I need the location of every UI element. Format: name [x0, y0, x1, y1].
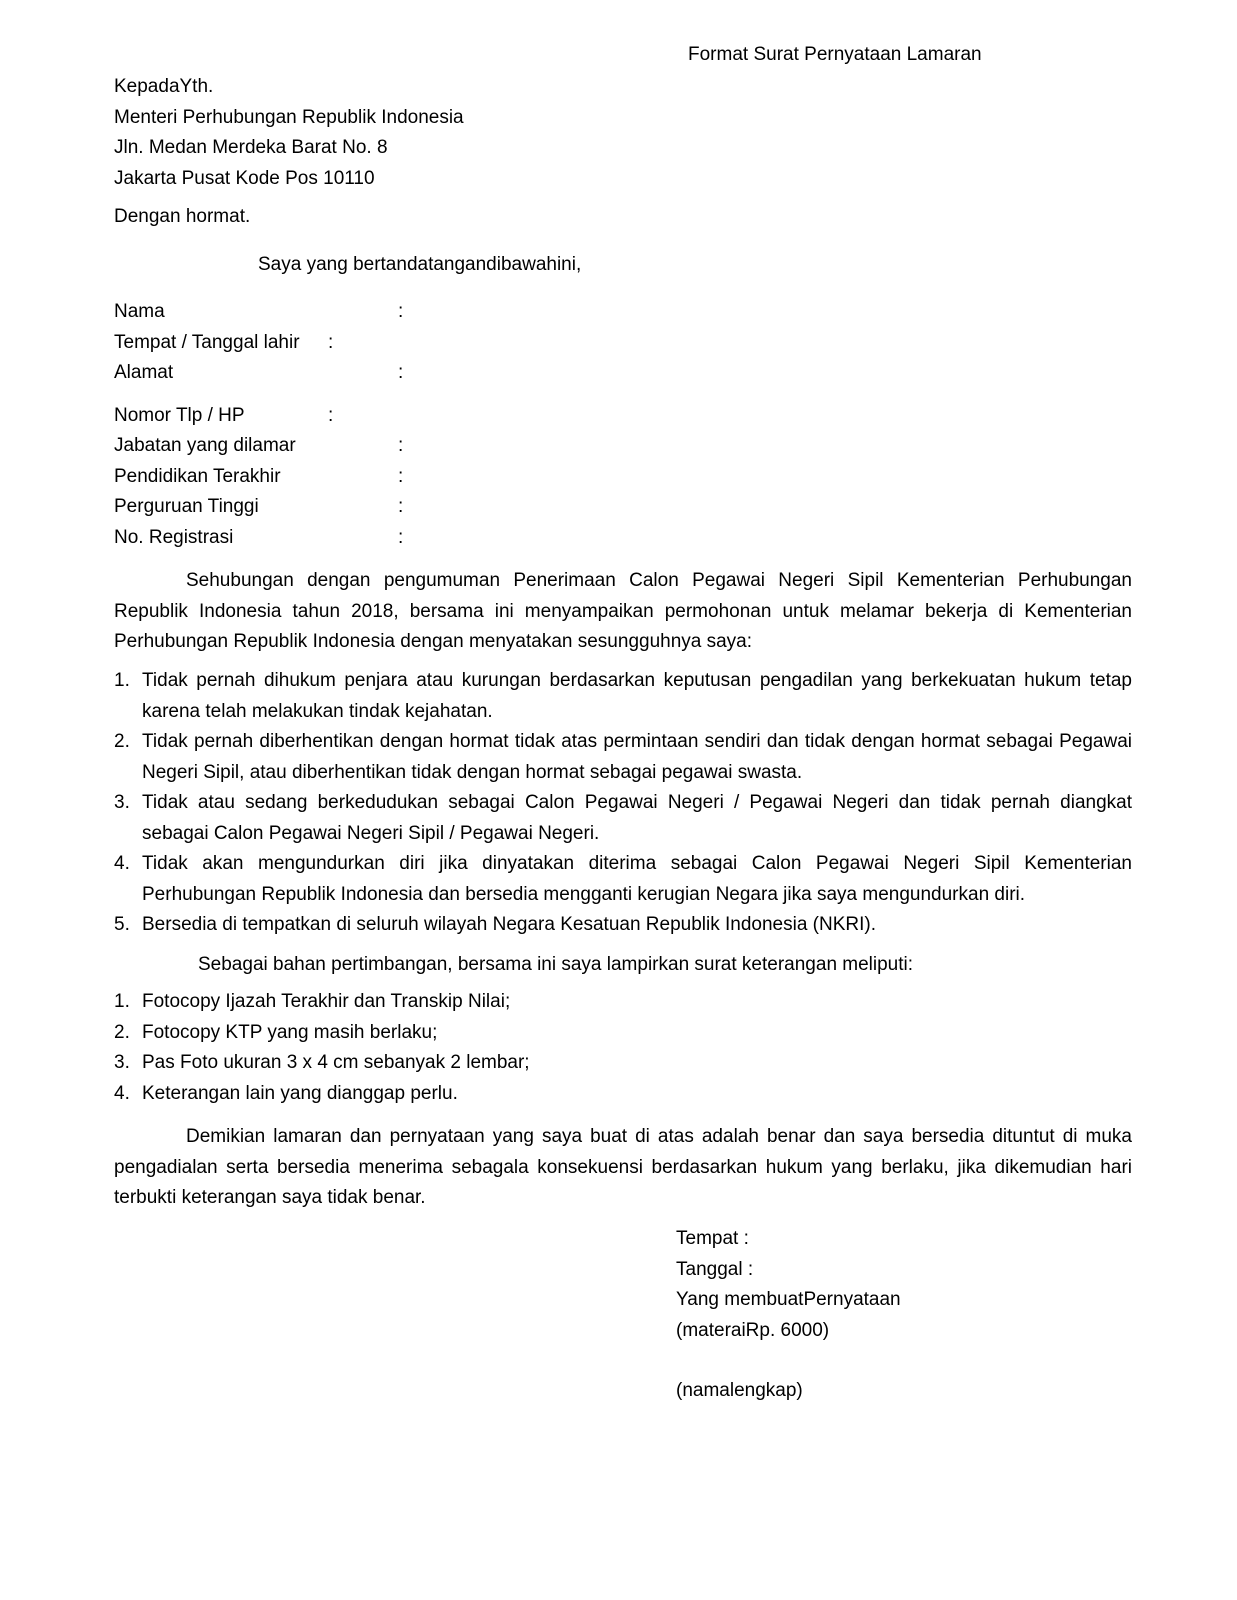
intro-line: Saya yang bertandatangandibawahini, [258, 254, 582, 275]
form-colon: : [398, 466, 404, 487]
list-item [114, 1079, 1132, 1110]
list-text: Fotocopy Ijazah Terakhir dan Transkip Nilai; [142, 991, 511, 1012]
list-number: 1. [114, 991, 130, 1012]
list-number: 3. [114, 792, 130, 813]
paragraph-closing: Demikian lamaran dan pernyataan yang saya buat di atas adalah benar dan saya bersedia dituntut di muka pengadialan serta bersedia menerima sebagala konsekuensi berdasarkan hukum yang berlaku, jika dikemudian hari terbukti keterangan saya tidak benar. [114, 1126, 1132, 1208]
recipient-address [114, 72, 1132, 194]
list-text: Tidak pernah dihukum penjara atau kurungan berdasarkan keputusan pengadilan yang berkekuatan hukum tetap karena telah melakukan tindak kejahatan. [142, 670, 1132, 722]
form-label: No. Registrasi [114, 527, 234, 548]
form-label: Perguruan Tinggi [114, 496, 259, 517]
signature-name: (namalengkap) [676, 1380, 803, 1401]
list-text: Fotocopy KTP yang masih berlaku; [142, 1021, 438, 1043]
salutation: Dengan hormat. [114, 206, 251, 227]
form-label: Nama [114, 301, 165, 322]
list-number: 1. [114, 670, 130, 691]
recipient-line: Jln. Medan Merdeka Barat No. 8 [114, 137, 388, 158]
recipient-line: Menteri Perhubungan Republik Indonesia [114, 106, 464, 128]
recipient-line: KepadaYth. [114, 76, 214, 97]
paragraph-attachments-intro: Sebagai bahan pertimbangan, bersama ini saya lampirkan surat keterangan meliputi: [198, 954, 914, 975]
form-colon: : [398, 527, 404, 548]
list-item [114, 788, 1132, 849]
list-text: Pas Foto ukuran 3 x 4 cm sebanyak 2 lembar; [142, 1052, 530, 1073]
list-number: 2. [114, 1021, 130, 1043]
form-colon: : [328, 332, 334, 353]
signature-maker: Yang membuatPernyataan [676, 1289, 901, 1310]
list-number: 3. [114, 1052, 130, 1073]
attachment-list [114, 987, 1132, 1109]
signature-date: Tanggal : [676, 1258, 754, 1280]
signature-place: Tempat : [676, 1228, 749, 1249]
form-colon: : [398, 496, 404, 517]
form-label: Alamat [114, 362, 174, 383]
statement-list [114, 666, 1132, 941]
recipient-line: Jakarta Pusat Kode Pos 10110 [114, 167, 375, 189]
list-text: Tidak pernah diberhentikan dengan hormat tidak atas permintaan sendiri dan tidak dengan hormat sebagai Pegawai Negeri Sipil, atau diberhentikan tidak dengan hormat sebagai pegawai swasta. [142, 731, 1132, 783]
form-label: Tempat / Tanggal lahir [114, 332, 300, 353]
form-label: Jabatan yang dilamar [114, 435, 296, 456]
form-colon: : [398, 301, 404, 322]
signature-stamp: (materaiRp. 6000) [676, 1319, 830, 1341]
signature-space [676, 1346, 901, 1376]
list-item [114, 849, 1132, 910]
paragraph-opening: Sehubungan dengan pengumuman Penerimaan Calon Pegawai Negeri Sipil Kementerian Perhubungan Republik Indonesia tahun 2018, bersama ini menyampaikan permohonan untuk melamar bekerja di Kementerian Perhubungan Republik Indonesia dengan menyatakan sesungguhnya saya: [114, 570, 1132, 652]
form-colon: : [398, 362, 404, 383]
list-number: 4. [114, 1082, 130, 1104]
list-number: 4. [114, 853, 130, 874]
list-item [114, 727, 1132, 788]
list-number: 5. [114, 914, 130, 935]
form-label: Pendidikan Terakhir [114, 466, 281, 487]
list-text: Keterangan lain yang dianggap perlu. [142, 1082, 458, 1104]
list-item [114, 666, 1132, 727]
form-label: Nomor Tlp / HP [114, 405, 245, 426]
form-colon: : [328, 405, 334, 426]
list-item [114, 1048, 1132, 1079]
list-item [114, 910, 1132, 941]
list-item [114, 987, 1132, 1018]
list-text: Tidak atau sedang berkedudukan sebagai Calon Pegawai Negeri / Pegawai Negeri dan tidak pernah diangkat sebagai Calon Pegawai Negeri Sipil / Pegawai Negeri. [142, 792, 1132, 844]
list-text: Bersedia di tempatkan di seluruh wilayah Negara Kesatuan Republik Indonesia (NKRI). [142, 914, 877, 935]
list-number: 2. [114, 731, 130, 752]
form-colon: : [398, 435, 404, 456]
list-text: Tidak akan mengundurkan diri jika dinyatakan diterima sebagai Calon Pegawai Negeri Sipil Kementerian Perhubungan Republik Indonesia dan bersedia mengganti kerugian Negara jika saya mengundurkan diri. [142, 853, 1132, 905]
list-item [114, 1018, 1132, 1049]
document-title: Format Surat Pernyataan Lamaran [688, 44, 982, 65]
signature-block [676, 1224, 901, 1407]
